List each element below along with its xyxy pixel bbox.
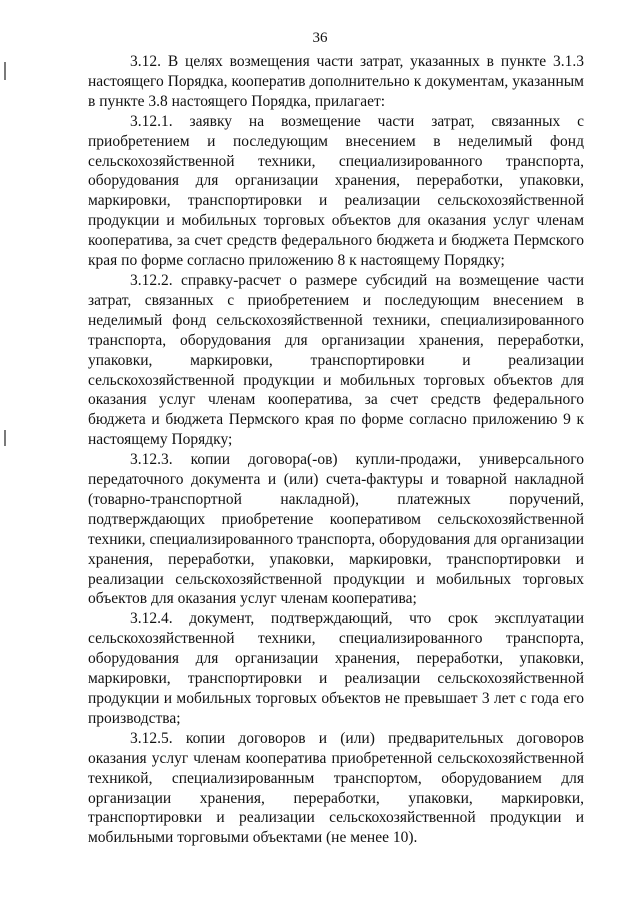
paragraph-3-12-2: 3.12.2. справку-расчет о размере субсидий на возмещение части затрат, связанных с приобретением и последующим внесением в неделимый фонд сельскохозяйственной техники, специализированного транспорта, оборудования для организации хранения, переработки, упаковки, маркировки, транспортировки и реализации сельскохозяйственной продукции и мобильных торговых объектов для оказания услуг членам кооператива, за счет средств федерального бюджета и бюджета Пермского края по форме согласно приложению 9 к настоящему Порядку; (88, 271, 584, 449)
paragraph-3-12-1: 3.12.1. заявку на возмещение части затрат, связанных с приобретением и последующим внесением в неделимый фонд сельскохозяйственной техники, специализированного транспорта, оборудования для организации хранения, переработки, упаковки, маркировки, транспортировки и реализации сельскохозяйственной продукции и мобильных торговых объектов для оказания услуг членам кооператива, за счет средств федерального бюджета и бюджета Пермского края по форме согласно приложению 8 к настоящему Порядку; (88, 112, 584, 270)
paragraph-3-12: 3.12. В целях возмещения части затрат, указанных в пункте 3.1.3 настоящего Порядка, кооператив дополнительно к документам, указанным в пункте 3.8 настоящего Порядка, прилагает: (88, 53, 584, 110)
paragraph-3-12-4: 3.12.4. документ, подтверждающий, что срок эксплуатации сельскохозяйственной техники, специализированного транспорта, оборудования для организации хранения, переработки, упаковки, маркировки, транспортировки и реализации сельскохозяйственной продукции и мобильных торговых объектов не превышает 3 лет с года его производства; (88, 610, 584, 727)
document-body (88, 52, 584, 848)
scan-margin-mark-top (4, 62, 6, 80)
paragraph-3-12-3: 3.12.3. копии договора(-ов) купли-продажи, универсального передаточного документа и (или) счета-фактуры и товарной накладной (товарно-транспортной накладной), платежных поручений, подтверждающих приобретение кооперативом сельскохозяйственной техники, специализированного транспорта, оборудования для организации хранения, переработки, упаковки, маркировки, транспортировки и реализации сельскохозяйственной продукции и мобильных торговых объектов для оказания услуг членам кооператива; (88, 451, 584, 608)
page-number: 36 (312, 30, 328, 46)
scan-margin-mark-bottom (4, 430, 6, 446)
paragraph-3-12-5: 3.12.5. копии договоров и (или) предварительных договоров оказания услуг членам кооператива приобретенной сельскохозяйственной техникой, специализированным транспортом, оборудованием для организации хранения, переработки, упаковки, маркировки, транспортировки и реализации сельскохозяйственной продукции и мобильными торговыми объектами (не менее 10). (88, 729, 584, 847)
